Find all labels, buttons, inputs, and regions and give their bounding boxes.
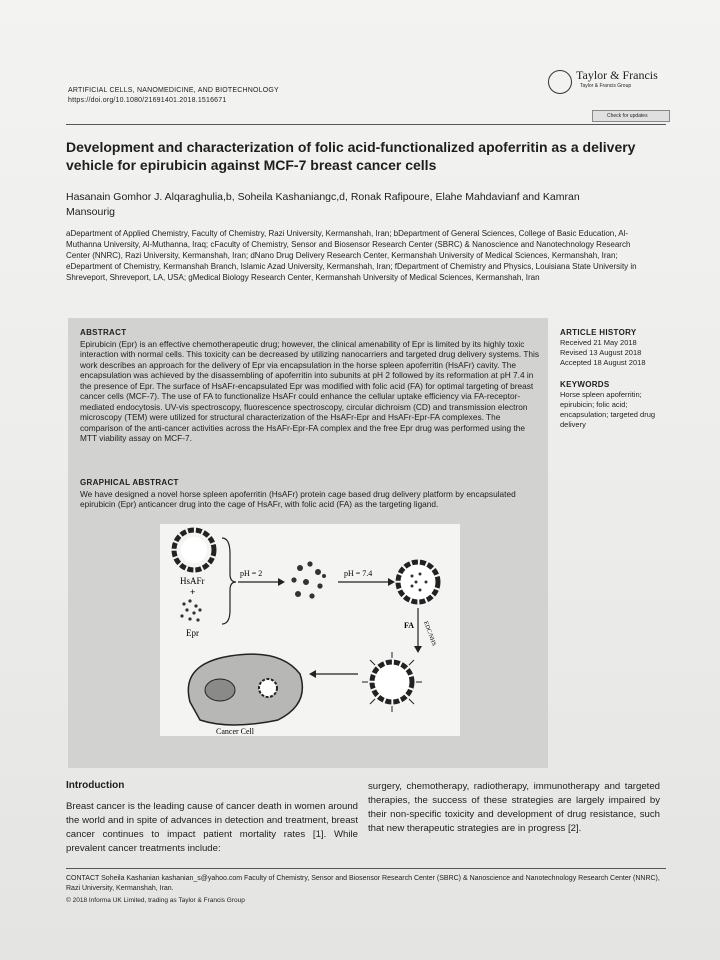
hsafr-label: HsAFr xyxy=(180,576,205,586)
cell-vesicle xyxy=(259,679,277,697)
abstract-text: Epirubicin (Epr) is an effective chemotherapeutic drug; however, the clinical amenability of Epr is limited by its highly toxic interaction with normal cells. This toxicity can be decreased by utilizing nanocarriers and targeted drug delivery systems. This work describes an approach for the delivery of Epr via encapsulation in the horse spleen apoferritin (HsAFr) cavity. The encapsulation was achieved by the disassembling of apoferritin into subunits at pH 2 followed by its reformation at pH 7.4 in the presence of Epr. The surface of HsAFr-encapsulated Epr was modified with folic acid (FA) for optimal targeting of breast cancer cells (MCF-7). The use of FA to functionalize HsAFr could enhance the cellular uptake efficiency via FA-receptor-mediated endocytosis. UV-vis spectroscopy, fluorescence spectroscopy, circular dichroism (CD) and transmission electron microscopy (TEM) were utilized for structural characterization of the HsAFr-Epr and HsAFr-Epr-FA complexes. The comparison of the anti-cancer activities across the HsAFr-Epr-FA complex and the free Epr drug was performed using the MTT viability assay on MCF-7. xyxy=(80,338,540,443)
introduction-heading: Introduction xyxy=(66,780,125,791)
footer-rule xyxy=(66,868,666,869)
keywords-heading: KEYWORDS xyxy=(560,380,610,389)
fa-cage xyxy=(372,662,412,702)
ph74-label: pH = 7.4 xyxy=(344,569,373,578)
keywords-text: Horse spleen apoferritin; epirubicin; folic acid; encapsulation; targeted drug delivery xyxy=(560,390,656,429)
publisher-name: Taylor & Francis xyxy=(576,68,658,82)
received-date: Received 21 May 2018 xyxy=(560,338,637,347)
graphical-abstract-figure xyxy=(160,524,460,736)
revised-date: Revised 13 August 2018 xyxy=(560,348,642,357)
publisher-sub: Taylor & Francis Group xyxy=(580,83,632,89)
loaded-cage xyxy=(398,562,438,602)
copyright: © 2018 Informa UK Limited, trading as Taylor & Francis Group xyxy=(66,897,245,904)
contact-info: CONTACT Soheila Kashanian kashanian_s@yahoo.com Faculty of Chemistry, Sensor and Biosensor Research Center (SBRC) & Nanoscience and Nanotechnology Research Center (NNRC), Razi University, Kermanshah, Iran. xyxy=(66,875,660,892)
affiliations: aDepartment of Applied Chemistry, Faculty of Chemistry, Razi University, Kermanshah, Iran; bDepartment of General Sciences, College of Basic Education, Al-Muthanna University, Al-Muthanna, Iraq; cFaculty of Chemistry, Sensor and Biosensor Research Center (SBRC) & Nanoscience and Nanotechnology Research Center (NNRC), Razi University, Kermanshah, Iran; dNano Drug Delivery Research Center, Kermanshah University of Medical Sciences, Kermanshah, Iran; eDepartment of Chemistry, Kermanshah Branch, Islamic Azad University, Kermanshah, Iran; fDepartment of Chemistry and Physics, Louisiana State University in Shreveport, Shreveport, LA, USA; gMedical Biology Research Center, Kermanshah University of Medical Sciences, Kermanshah, Iran xyxy=(66,229,637,282)
intro-column-2: surgery, chemotherapy, radiotherapy, immunotherapy and targeted therapies, the success of these strategies are largely impaired by their non-specific toxicity and development of drug resistance, such that new therapeutic strategies are in progress [2]. xyxy=(368,781,660,834)
edc-label: EDC/NHS xyxy=(422,620,437,647)
hsafr-cavity xyxy=(181,537,207,563)
author-list: Hasanain Gomhor J. Alqaraghulia,b, Soheila Kashaniangc,d, Ronak Rafipoure, Elahe Mahdavianf and Kamran Mansourig xyxy=(66,191,580,218)
accepted-date: Accepted 18 August 2018 xyxy=(560,358,646,367)
journal-name: ARTIFICIAL CELLS, NANOMEDICINE, AND BIOTECHNOLOGY xyxy=(68,87,279,94)
graphical-abstract-text: We have designed a novel horse spleen apoferritin (HsAFr) protein cage based drug delivery platform by encapsulated epirubicin (Epr) anticancer drug into the cage of HsAFr, with folic acid (FA) as the targeting ligand. xyxy=(80,488,516,509)
article-history-heading: ARTICLE HISTORY xyxy=(560,328,637,337)
plus-sign: + xyxy=(190,587,196,597)
paper-title: Development and characterization of folic acid-functionalized apoferritin as a delivery vehicle for epirubicin against MCF-7 breast cancer cells xyxy=(66,139,636,173)
intro-column-1: Breast cancer is the leading cause of cancer death in women around the world and in spite of advances in detection and treatment, breast cancer continues to impact patient mortality rates [1]. While prevalent cancer treatments include: xyxy=(66,801,358,854)
abstract xyxy=(80,328,540,444)
graphical-abstract-heading: GRAPHICAL ABSTRACT xyxy=(80,478,179,487)
abstract-heading: ABSTRACT xyxy=(80,328,127,337)
cancer-cell-label: Cancer Cell xyxy=(216,727,254,736)
publisher-logo-icon xyxy=(548,70,572,94)
journal-header xyxy=(68,86,279,106)
article-history xyxy=(560,328,670,368)
epr-label: Epr xyxy=(186,628,199,638)
doi-link[interactable]: https://doi.org/10.1080/21691401.2018.1516671 xyxy=(68,97,227,104)
cell-nucleus xyxy=(205,679,235,701)
check-updates-badge[interactable]: Check for updates xyxy=(592,110,670,122)
ph2-label: pH = 2 xyxy=(240,569,263,578)
keywords xyxy=(560,380,670,430)
fa-label: FA xyxy=(404,621,415,630)
figure-svg xyxy=(160,524,460,736)
header-rule xyxy=(66,124,666,125)
graphical-abstract xyxy=(80,478,540,510)
